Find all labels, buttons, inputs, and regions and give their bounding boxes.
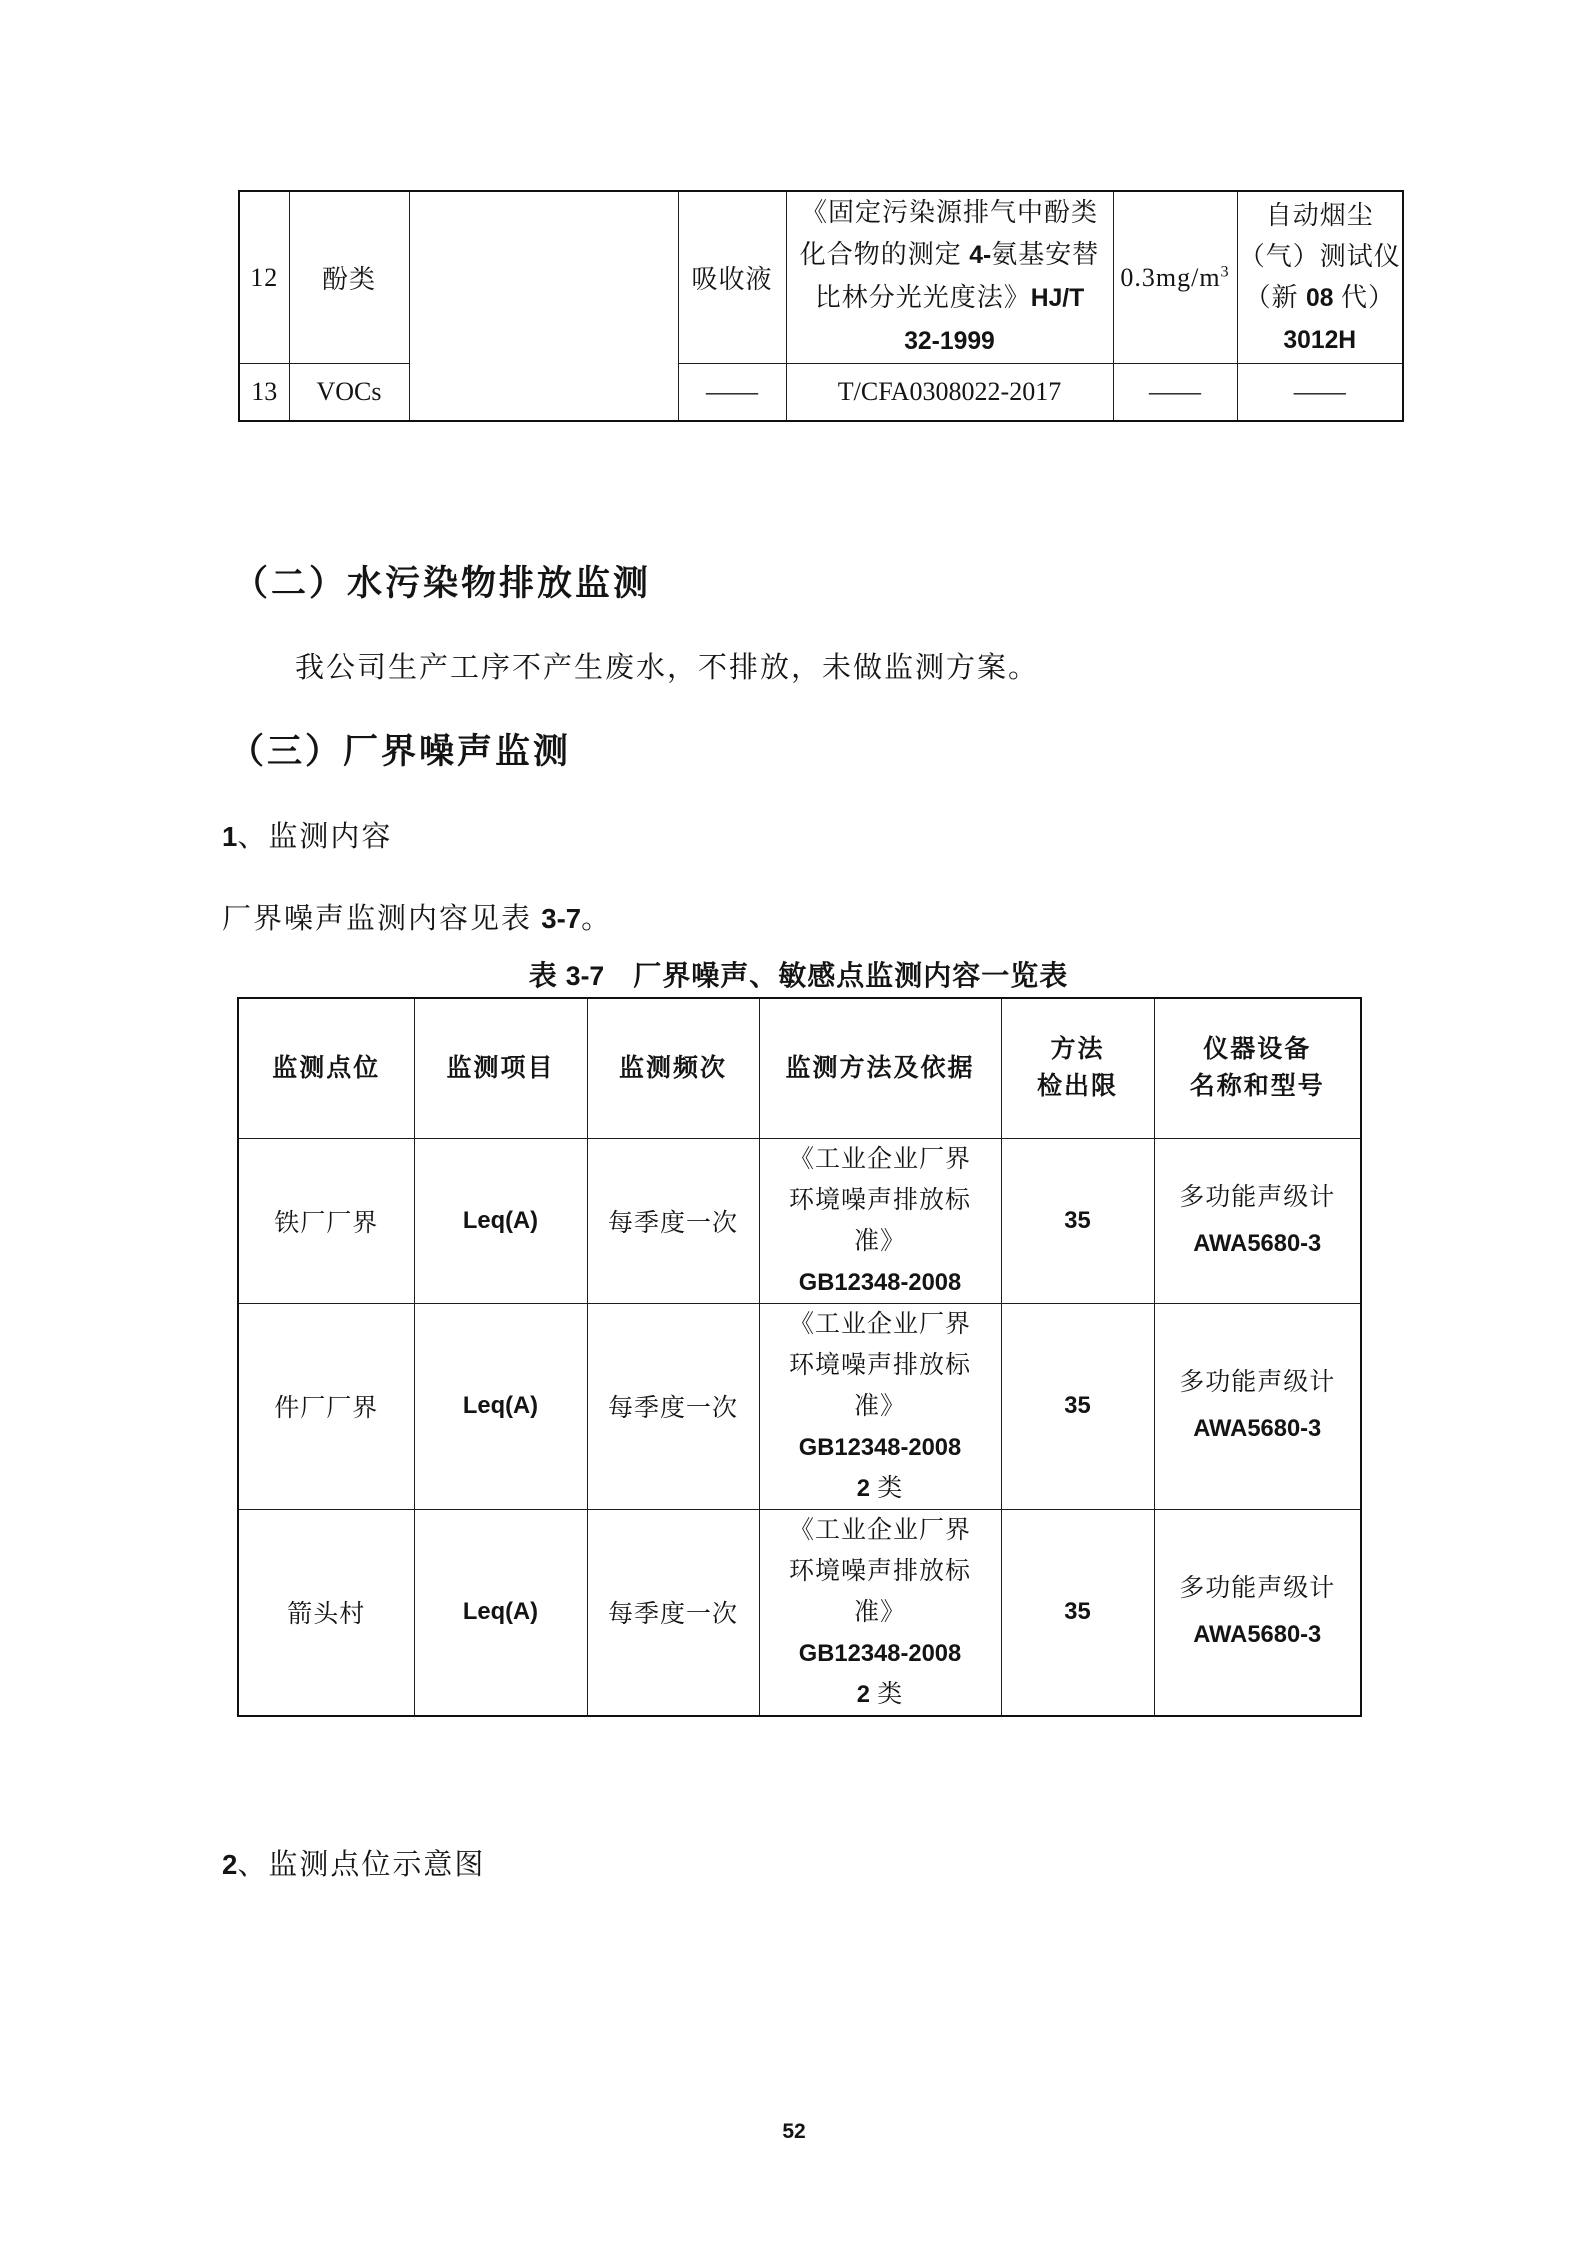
detection-limit-cell: 35 xyxy=(1001,1509,1154,1716)
paragraph-noise-table-reference: 厂界噪声监测内容见表 3-7。 xyxy=(222,903,613,935)
subsection-2-point-diagram: 2、监测点位示意图 xyxy=(222,1849,486,1881)
method-basis-cell: 《工业企业厂界 环境噪声排放标 准》 GB12348-2008 2 类 xyxy=(759,1509,1001,1716)
row-number-cell: 13 xyxy=(239,364,289,421)
merged-empty-cell xyxy=(409,191,678,421)
device-model-cell: 多功能声级计 AWA5680-3 xyxy=(1154,1138,1361,1303)
device-model-cell: 多功能声级计 AWA5680-3 xyxy=(1154,1303,1361,1509)
table-row-12 xyxy=(239,191,1403,364)
noise-table-header-row xyxy=(238,998,1361,1138)
section-heading-noise-monitoring: （三）厂界噪声监测 xyxy=(229,732,572,771)
noise-table-row xyxy=(238,1509,1361,1716)
device-model-cell: 多功能声级计 AWA5680-3 xyxy=(1154,1509,1361,1716)
header-device-model: 仪器设备 名称和型号 xyxy=(1154,998,1361,1138)
noise-monitoring-table xyxy=(237,997,1362,1717)
sampling-cell: —— xyxy=(678,364,786,421)
instrument-cell: —— xyxy=(1237,364,1403,421)
monitoring-item-cell: Leq(A) xyxy=(414,1303,587,1509)
monitoring-item-cell: Leq(A) xyxy=(414,1509,587,1716)
monitoring-point-cell: 箭头村 xyxy=(238,1509,414,1716)
header-monitoring-frequency: 监测频次 xyxy=(587,998,759,1138)
header-monitoring-point: 监测点位 xyxy=(238,998,414,1138)
monitoring-item-cell: Leq(A) xyxy=(414,1138,587,1303)
frequency-cell: 每季度一次 xyxy=(587,1303,759,1509)
detection-limit-cell: 35 xyxy=(1001,1138,1154,1303)
row-number-cell: 12 xyxy=(239,191,289,364)
frequency-cell: 每季度一次 xyxy=(587,1138,759,1303)
section-heading-water-monitoring: （二）水污染物排放监测 xyxy=(233,564,652,603)
pollutant-name-cell: 酚类 xyxy=(289,191,409,364)
header-method-basis: 监测方法及依据 xyxy=(759,998,1001,1138)
page-number: 52 xyxy=(782,2120,806,2143)
detection-limit-cell: 35 xyxy=(1001,1303,1154,1509)
method-basis-cell: 《工业企业厂界 环境噪声排放标 准》 GB12348-2008 2 类 xyxy=(759,1303,1001,1509)
header-detection-limit: 方法 检出限 xyxy=(1001,998,1154,1138)
noise-table-row xyxy=(238,1303,1361,1509)
pollutant-name-cell: VOCs xyxy=(289,364,409,421)
sampling-cell: 吸收液 xyxy=(678,191,786,364)
table-3-7-caption: 表 3-7 厂界噪声、敏感点监测内容一览表 xyxy=(528,961,1069,992)
noise-table-row xyxy=(238,1138,1361,1303)
method-basis-cell: 《工业企业厂界 环境噪声排放标 准》 GB12348-2008 xyxy=(759,1138,1001,1303)
method-standard-cell: T/CFA0308022-2017 xyxy=(786,364,1113,421)
method-standard-cell: 《固定污染源排气中酚类 化合物的测定 4-氨基安替 比林分光光度法》HJ/T 32-1999 xyxy=(786,191,1113,364)
header-monitoring-item: 监测项目 xyxy=(414,998,587,1138)
detection-limit-cell: —— xyxy=(1113,364,1237,421)
monitoring-point-cell: 件厂厂界 xyxy=(238,1303,414,1509)
monitoring-point-cell: 铁厂厂界 xyxy=(238,1138,414,1303)
detection-limit-cell: $0.3mg/m^3$ xyxy=(1113,191,1237,364)
pollutant-monitoring-table xyxy=(238,190,1404,422)
instrument-cell: 自动烟尘 （气）测试仪 （新 08 代） 3012H xyxy=(1237,191,1403,364)
paragraph-water-monitoring: 我公司生产工序不产生废水，不排放，未做监测方案。 xyxy=(295,652,1040,684)
frequency-cell: 每季度一次 xyxy=(587,1509,759,1716)
subsection-1-monitoring-content: 1、监测内容 xyxy=(222,821,393,853)
